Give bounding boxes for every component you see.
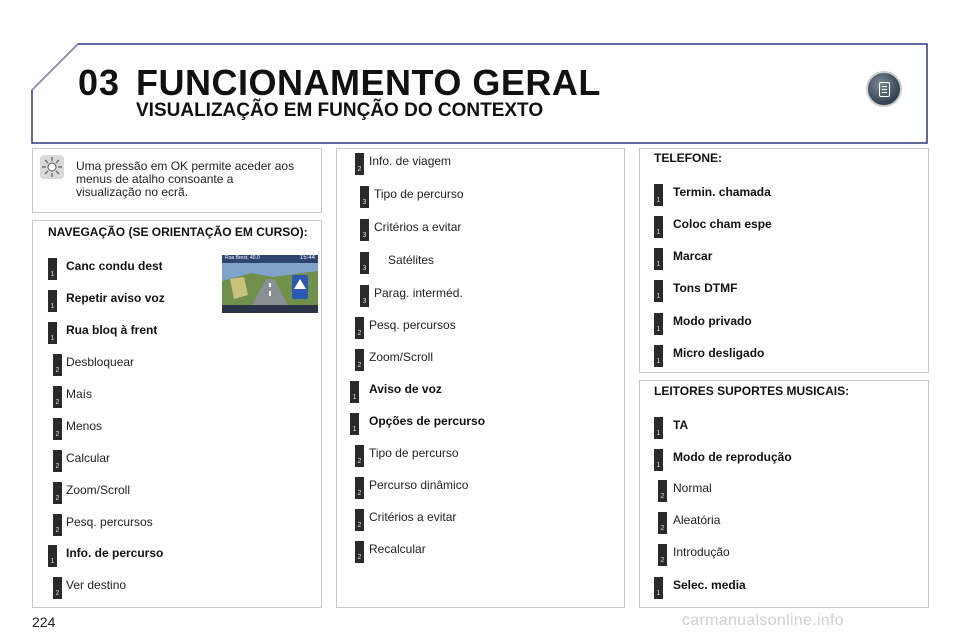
level-badge: 1	[48, 322, 57, 344]
navigation-screen-image	[222, 255, 318, 313]
navigation-title: NAVEGAÇÃO (SE ORIENTAÇÃO EM CURSO):	[48, 225, 308, 239]
page-number: 224	[32, 614, 56, 630]
screen-time: 15:44	[300, 255, 316, 261]
page-subtitle: VISUALIZAÇÃO EM FUNÇÃO DO CONTEXTO	[136, 100, 544, 121]
menu-item-label: Canc condu dest	[66, 259, 163, 273]
level-badge: 2	[53, 418, 62, 440]
level-badge: 2	[53, 577, 62, 599]
menu-item-label: Modo de reprodução	[673, 450, 792, 464]
menu-item-label: Parag. interméd.	[374, 286, 463, 300]
tip-text: Uma pressão em OK permite aceder aos menus de atalho consoante a visualização no ecrã.	[76, 159, 295, 199]
manual-book-icon	[866, 71, 902, 107]
level-badge: 3	[360, 252, 369, 274]
level-badge: 1	[654, 184, 663, 206]
menu-item-label: Rua bloq à frent	[66, 323, 158, 337]
menu-item-label: Recalcular	[369, 542, 426, 556]
menu-item-label: Coloc cham espe	[673, 217, 772, 231]
menu-item-label: Satélites	[388, 253, 435, 267]
level-badge: 1	[654, 417, 663, 439]
menu-item-label: Maís	[66, 387, 93, 401]
level-badge: 2	[658, 544, 667, 566]
level-badge: 1	[350, 413, 359, 435]
menu-item-label: Tipo de percurso	[369, 446, 459, 460]
menu-item-label: Info. de viagem	[369, 154, 452, 168]
level-badge: 2	[355, 509, 364, 531]
level-badge: 1	[654, 280, 663, 302]
level-badge: 2	[355, 445, 364, 467]
menu-item-label: Tipo de percurso	[374, 187, 464, 201]
chapter-number: 03	[78, 62, 121, 103]
level-badge: 2	[53, 354, 62, 376]
menu-item-label: Calcular	[66, 451, 111, 465]
level-badge: 1	[654, 248, 663, 270]
level-badge: 2	[53, 482, 62, 504]
level-badge: 2	[355, 477, 364, 499]
menu-item-label: Aviso de voz	[369, 382, 442, 396]
level-badge: 3	[360, 186, 369, 208]
level-badge: 1	[654, 449, 663, 471]
level-badge: 1	[654, 345, 663, 367]
menu-item-label: Normal	[673, 481, 712, 495]
page-title: FUNCIONAMENTO GERAL	[136, 62, 601, 103]
menu-item-label: TA	[673, 418, 689, 432]
menu-item-label: Micro desligado	[673, 346, 765, 360]
screen-top-text: Rua Brest, 40.0	[225, 255, 260, 261]
level-badge: 2	[355, 317, 364, 339]
level-badge: 1	[48, 290, 57, 312]
level-badge: 3	[360, 285, 369, 307]
level-badge: 2	[53, 514, 62, 536]
menu-item-label: Selec. media	[673, 578, 746, 592]
level-badge: 2	[53, 386, 62, 408]
level-badge: 1	[654, 216, 663, 238]
menu-item-label: Modo privado	[673, 314, 752, 328]
menu-item-label: Introdução	[673, 545, 730, 559]
menu-item-label: Tons DTMF	[673, 281, 738, 295]
level-badge: 2	[658, 512, 667, 534]
level-badge: 2	[355, 541, 364, 563]
menu-item-label: Zoom/Scroll	[369, 350, 434, 364]
level-badge: 2	[658, 480, 667, 502]
menu-item-label: Marcar	[673, 249, 713, 263]
music-title: LEITORES SUPORTES MUSICAIS:	[654, 384, 850, 398]
level-badge: 2	[53, 450, 62, 472]
level-badge: 2	[355, 153, 364, 175]
menu-item-label: Critérios a evitar	[369, 510, 457, 524]
menu-item-label: Ver destino	[66, 578, 127, 592]
level-badge: 1	[654, 577, 663, 599]
watermark: carmanualsonline.info	[682, 612, 844, 629]
level-badge: 1	[48, 545, 57, 567]
menu-item-label: Aleatória	[673, 513, 721, 527]
menu-item-label: Termin. chamada	[673, 185, 771, 199]
middle-panel	[336, 148, 625, 608]
level-badge: 3	[360, 219, 369, 241]
level-badge: 1	[654, 313, 663, 335]
menu-item-label: Menos	[66, 419, 103, 433]
menu-item-label: Critérios a evitar	[374, 220, 462, 234]
menu-item-label: Repetir aviso voz	[66, 291, 165, 305]
lightbulb-icon	[40, 155, 64, 179]
level-badge: 1	[350, 381, 359, 403]
menu-item-label: Percurso dinâmico	[369, 478, 469, 492]
menu-item-label: Pesq. percursos	[66, 515, 153, 529]
menu-item-label: Zoom/Scroll	[66, 483, 131, 497]
menu-item-label: Info. de percurso	[66, 546, 164, 560]
menu-item-label: Pesq. percursos	[369, 318, 456, 332]
menu-item-label: Desbloquear	[66, 355, 135, 369]
level-badge: 1	[48, 258, 57, 280]
telephone-title: TELEFONE:	[654, 151, 722, 165]
level-badge: 2	[355, 349, 364, 371]
menu-item-label: Opções de percurso	[369, 414, 486, 428]
